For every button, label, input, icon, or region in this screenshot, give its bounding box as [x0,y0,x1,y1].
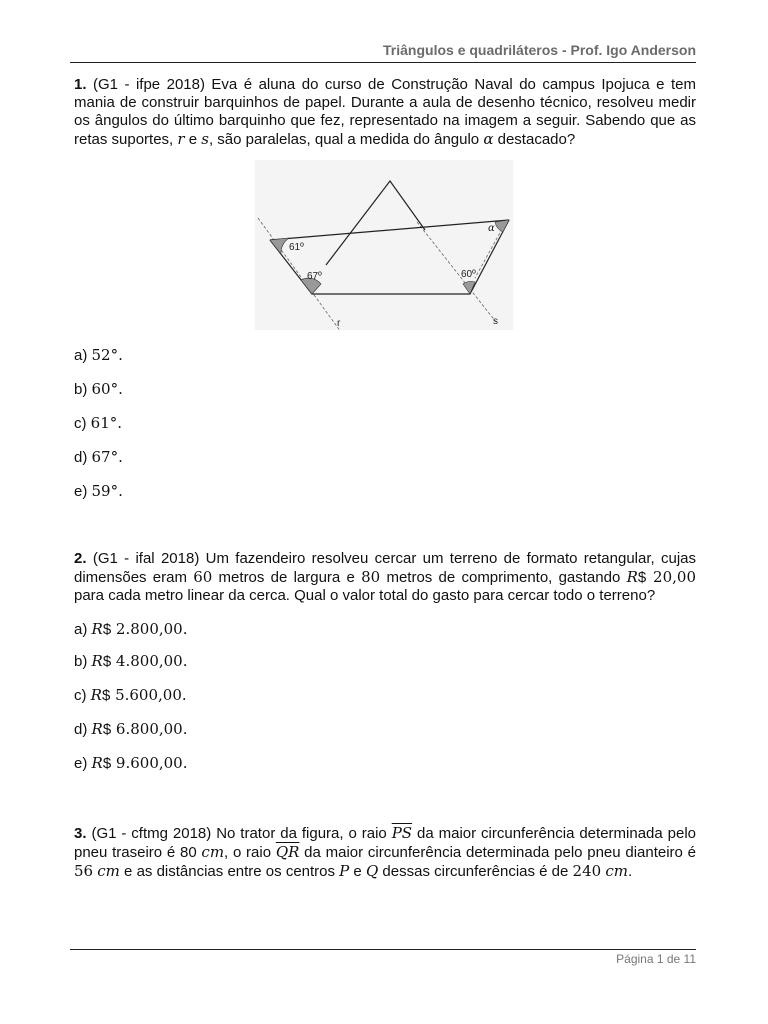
boat-figure [255,160,513,330]
label-r: r [337,318,341,329]
label-angle-67: 67º [307,271,322,282]
label-alpha: α [488,223,495,234]
math-var-r: r [177,130,185,148]
q1-option-d: d) 67°. [74,448,123,466]
page-number: Página 1 de 11 [616,952,696,966]
label-angle-60: 60º [461,269,476,280]
running-header: Triângulos e quadriláteros - Prof. Igo Anderson [383,42,696,58]
question-text: (G1 - ifpe 2018) Eva é aluna do curso de Construção Naval do campus Ipojuca e tem mania de construir barquinhos de papel. Durante a aula de desenho técnico, resolveu medir os ângulos do último barquinho que fez, representado na imagem a seguir. Sabendo que as retas suportes, [74,76,697,148]
q2-option-d: d) R$ 6.800,00. [74,720,188,738]
question-3: 3. (G1 - cftmg 2018) No trator da figura, o raio $\overline{PS}$ da maior circunferência determinada pelo pneu traseiro é 80 cm, o raio $\overline{QR}$ da maior circunferência determinada pelo pneu dianteiro é 56 cm e as distâncias entre os centros P e Q dessas circunferências é de 240 cm. [74,824,697,880]
q1-option-a: a) 52°. [74,346,123,364]
footer-divider [70,949,696,950]
q1-option-b: b) 60°. [74,380,123,398]
q1-option-e: e) 59°. [74,482,123,500]
header-divider [70,62,696,63]
math-var-alpha: α [483,130,494,148]
question-text-end: destacado? [493,131,576,148]
q2-option-a: a) R$ 2.800,00. [74,620,188,638]
question-number: 3. [74,825,87,842]
q2-option-c: c) R$ 5.600,00. [74,686,187,704]
question-number: 1. [74,76,87,93]
question-1 [74,76,696,149]
label-s: s [493,316,498,327]
q2-option-b: b) R$ 4.800,00. [74,652,188,670]
math-var-s: s [201,130,209,148]
label-angle-61: 61º [289,242,304,253]
segment-ps: $\overline{PS}$ [391,824,413,842]
segment-qr: $\overline{QR}$ [275,843,300,861]
q1-option-c: c) 61°. [74,414,123,432]
q2-option-e: e) R$ 9.600,00. [74,754,188,772]
question-number: 2. [74,550,87,567]
text-and: e [184,131,202,148]
question-text-mid: , são paralelas, qual a medida do ângulo [208,131,484,148]
question-2: 2. (G1 - ifal 2018) Um fazendeiro resolveu cercar um terreno de formato retangular, cujas dimensões eram 60 metros de largura e 80 metros de comprimento, gastando R$ 20,00 para cada metro linear da cerca. Qual o valor total do gasto para cercar todo o terreno? [74,550,696,604]
